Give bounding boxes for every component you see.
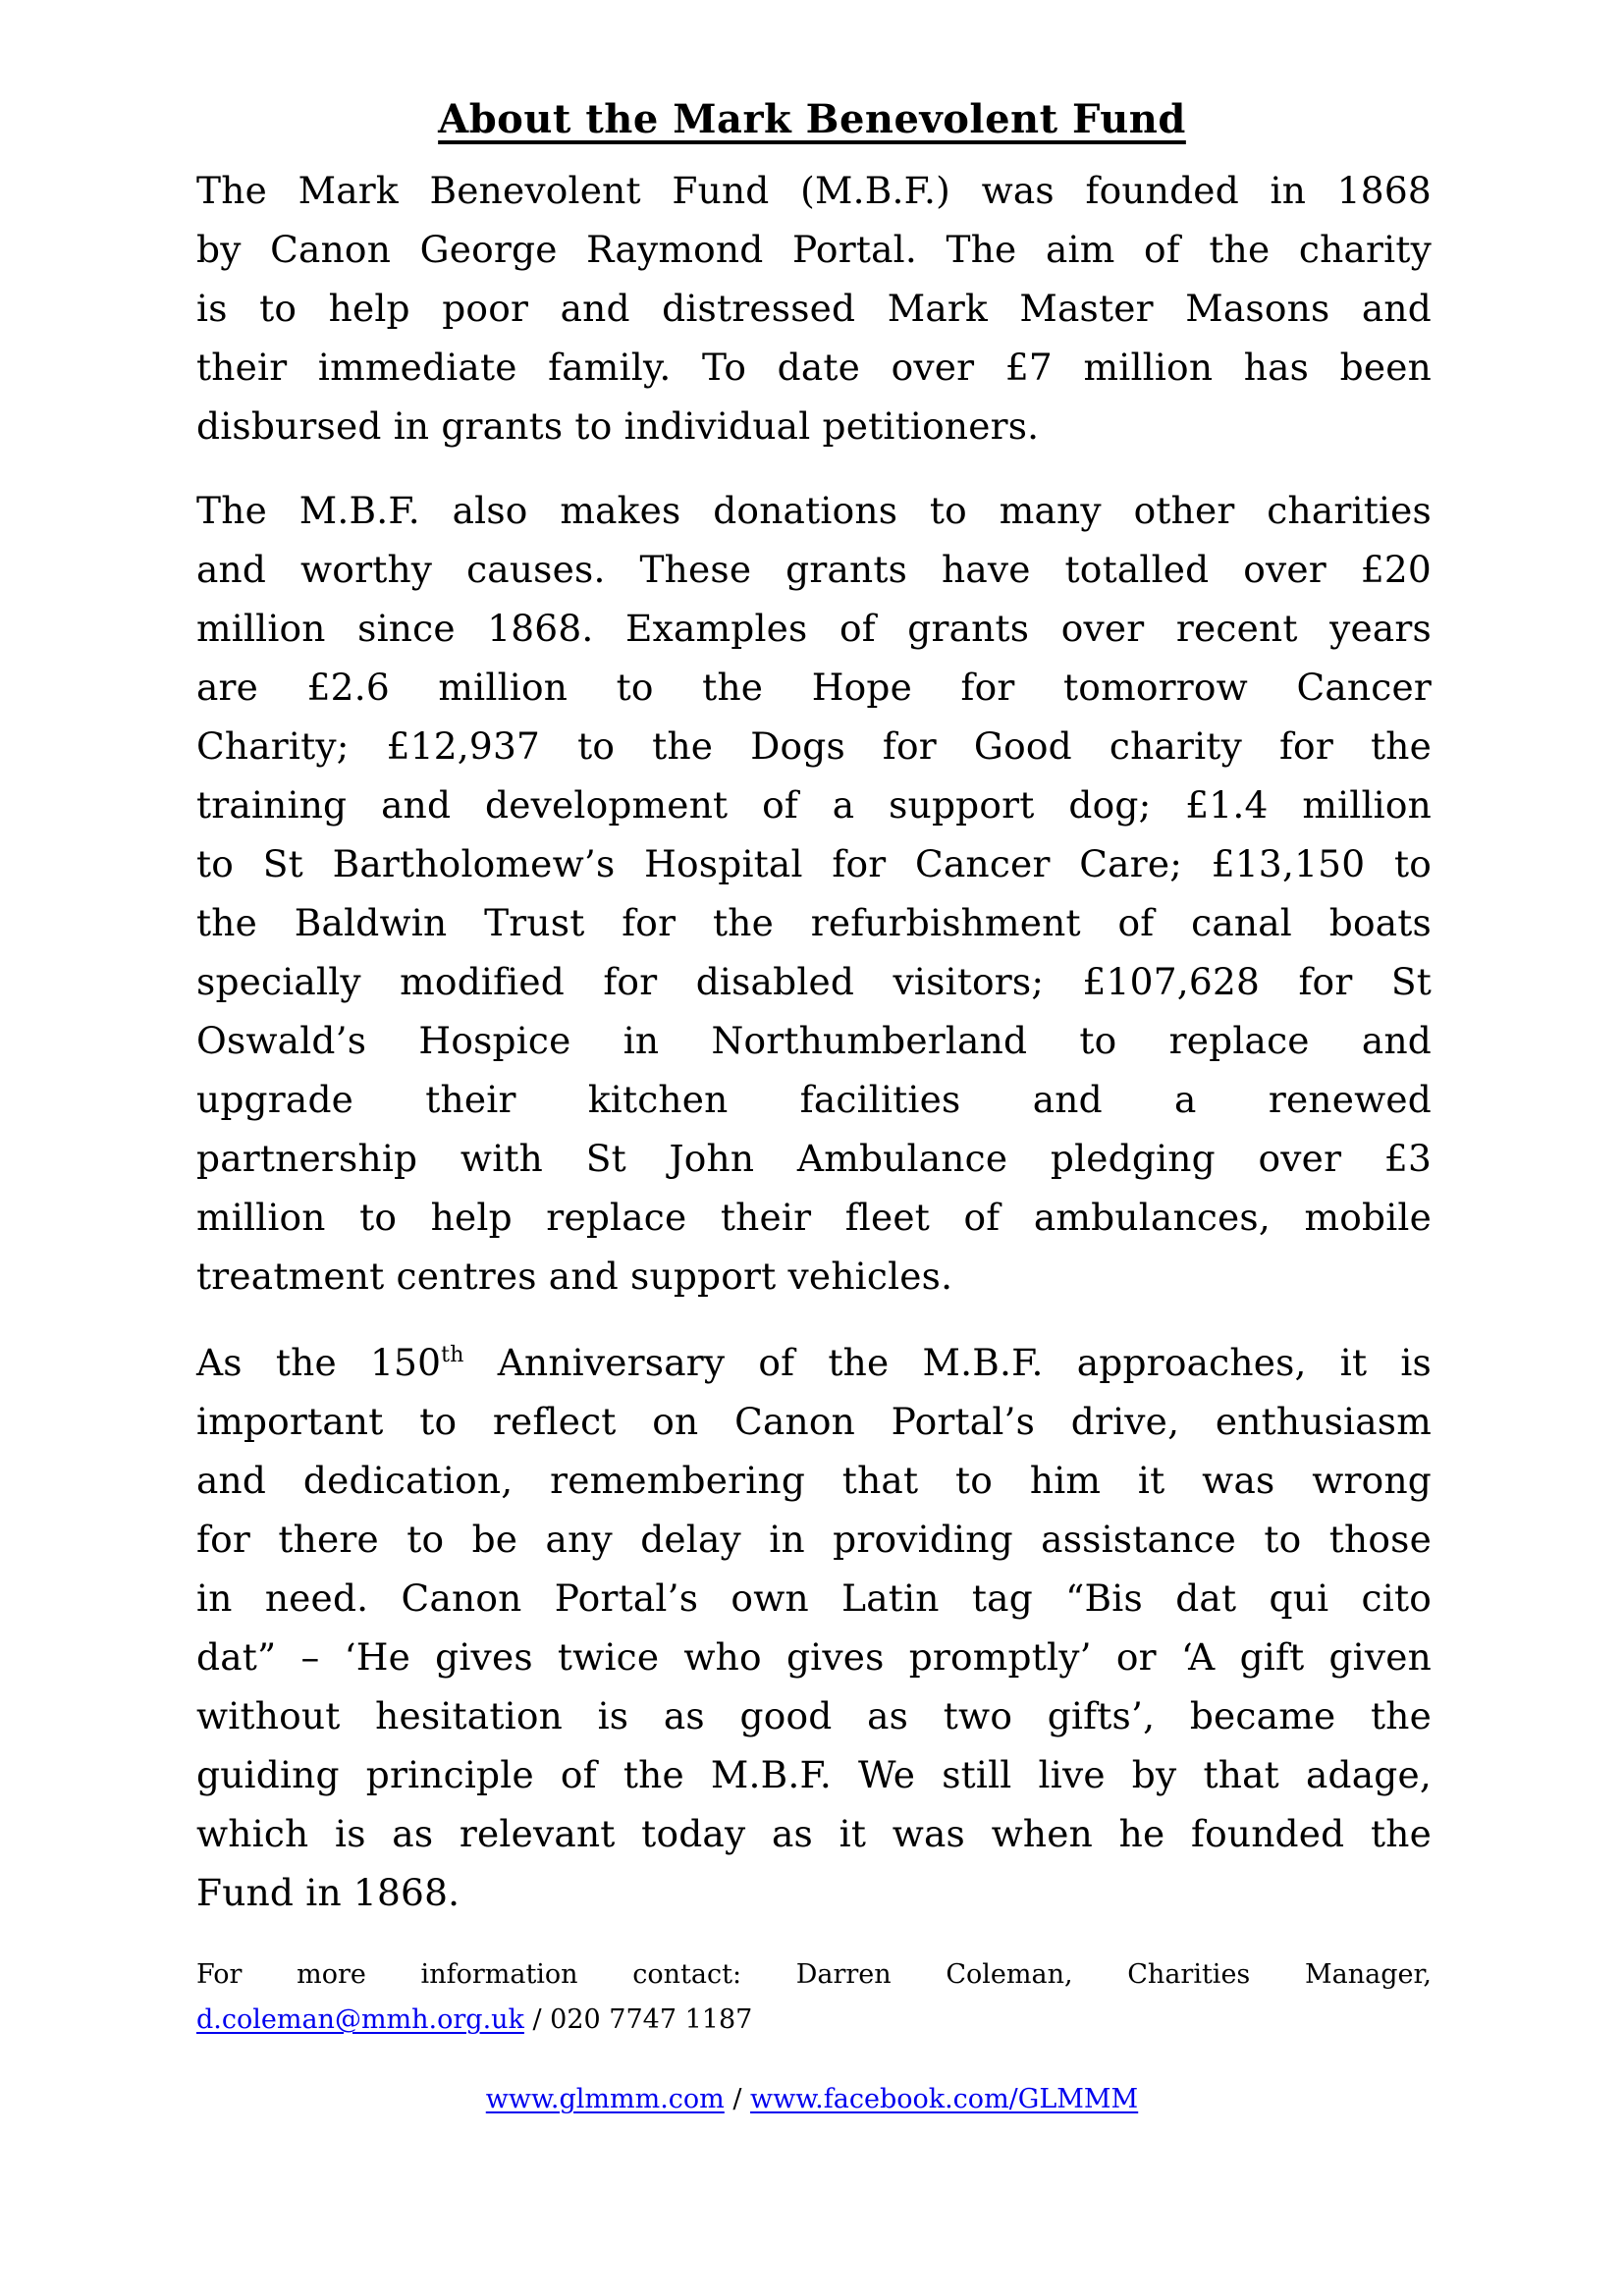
text-line: treatment centres and support vehicles. xyxy=(196,1255,953,1298)
text-line: their immediate family. To date over £7 million has been xyxy=(196,346,1432,389)
separator: / xyxy=(523,2004,551,2035)
text-line: Oswald’s Hospice in Northumberland to replace and xyxy=(196,1019,1432,1062)
text-line: disbursed in grants to individual petitioners. xyxy=(196,404,1040,448)
contact-details xyxy=(196,1998,1432,2043)
text-line: for there to be any delay in providing assistance to those xyxy=(196,1518,1432,1561)
page-title xyxy=(0,90,1624,149)
text-line: million since 1868. Examples of grants over recent years xyxy=(196,607,1432,650)
text-line: The Mark Benevolent Fund (M.B.F.) was founded in 1868 xyxy=(196,169,1432,212)
text-line-with-superscript xyxy=(196,1333,1432,1392)
text-line: without hesitation is as good as two gifts’, became the xyxy=(196,1694,1432,1737)
phone-number: 020 7747 1187 xyxy=(550,2004,753,2035)
text-line: is to help poor and distressed Mark Master Masons and xyxy=(196,287,1432,330)
text-line: in need. Canon Portal’s own Latin tag “Bis dat qui cito xyxy=(196,1576,1432,1620)
text-line: and dedication, remembering that to him it was wrong xyxy=(196,1459,1432,1502)
paragraph-anniversary xyxy=(196,1333,1432,1922)
page-title-text: About the Mark Benevolent Fund xyxy=(438,96,1186,142)
text-fragment: As the 150 xyxy=(196,1341,442,1384)
text-line: upgrade their kitchen facilities and a renewed xyxy=(196,1078,1432,1121)
email-link[interactable]: d.coleman@mmh.org.uk xyxy=(196,2004,524,2035)
contact-line: For more information contact: Darren Coleman, Charities Manager, xyxy=(196,1959,1432,1990)
text-line: and worthy causes. These grants have totalled over £20 xyxy=(196,548,1432,591)
link-separator: / xyxy=(724,2084,751,2114)
text-line: important to reflect on Canon Portal’s drive, enthusiasm xyxy=(196,1400,1432,1443)
text-line: Charity; £12,937 to the Dogs for Good charity for the xyxy=(196,724,1432,768)
text-line: by Canon George Raymond Portal. The aim of the charity xyxy=(196,228,1432,271)
ordinal-superscript: th xyxy=(441,1343,464,1367)
text-line: dat” – ‘He gives twice who gives promptly’ or ‘A gift given xyxy=(196,1635,1432,1679)
text-line: the Baldwin Trust for the refurbishment of canal boats xyxy=(196,901,1432,944)
text-line: training and development of a support dog; £1.4 million xyxy=(196,783,1432,827)
text-fragment: Anniversary of the M.B.F. approaches, it is xyxy=(463,1341,1432,1384)
paragraph-history xyxy=(196,161,1432,455)
text-line: are £2.6 million to the Hope for tomorrow Cancer xyxy=(196,666,1432,709)
text-line: specially modified for disabled visitors; £107,628 for St xyxy=(196,960,1432,1003)
paragraph-donations xyxy=(196,481,1432,1306)
web-links xyxy=(0,2077,1624,2122)
text-line: partnership with St John Ambulance pledging over £3 xyxy=(196,1137,1432,1180)
facebook-link[interactable]: www.facebook.com/GLMMM xyxy=(750,2084,1139,2114)
text-line: The M.B.F. also makes donations to many other charities xyxy=(196,489,1432,532)
text-line: guiding principle of the M.B.F. We still live by that adage, xyxy=(196,1753,1432,1796)
text-line: which is as relevant today as it was when he founded the xyxy=(196,1812,1432,1855)
text-line: to St Bartholomew’s Hospital for Cancer Care; £13,150 to xyxy=(196,842,1432,885)
contact-info xyxy=(196,1952,1432,2043)
website-link[interactable]: www.glmmm.com xyxy=(485,2084,725,2114)
text-line: Fund in 1868. xyxy=(196,1871,460,1914)
text-line: million to help replace their fleet of ambulances, mobile xyxy=(196,1196,1432,1239)
